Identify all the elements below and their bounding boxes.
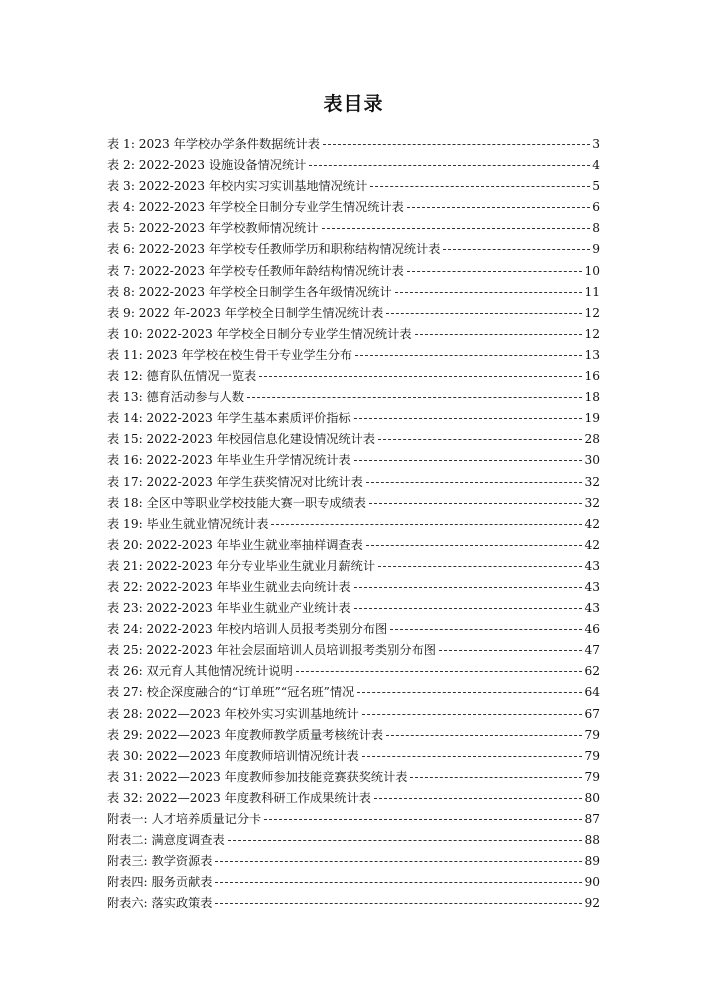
toc-entry-label: 表 9: 2022 年-2023 年学校全日制学生情况统计表 xyxy=(107,305,384,320)
toc-dot-leader xyxy=(443,248,590,250)
toc-entry-label: 附表四: 服务贡献表 xyxy=(107,875,213,890)
toc-dot-leader xyxy=(271,523,582,525)
toc-entry-label: 表 11: 2023 年学校在校生骨干专业学生分布 xyxy=(107,347,353,362)
toc-dot-leader xyxy=(215,881,582,883)
toc-entry-label: 表 31: 2022—2023 年度教师参加技能竞赛获奖统计表 xyxy=(107,769,408,784)
toc-entry[interactable] xyxy=(107,682,600,703)
toc-entry[interactable] xyxy=(107,767,600,788)
toc-entry-label: 表 16: 2022-2023 年毕业生升学情况统计表 xyxy=(107,453,351,468)
toc-entry-page: 87 xyxy=(584,812,600,826)
toc-entry[interactable] xyxy=(107,472,600,493)
toc-dot-leader xyxy=(323,143,590,145)
toc-dot-leader xyxy=(247,396,582,398)
toc-entry[interactable] xyxy=(107,872,600,893)
toc-entry[interactable] xyxy=(107,261,600,282)
toc-entry-page: 32 xyxy=(584,495,600,510)
toc-entry-page: 42 xyxy=(584,537,600,552)
toc-entry-label: 表 23: 2022-2023 年毕业生就业产业统计表 xyxy=(107,601,351,616)
toc-dot-leader xyxy=(296,670,583,672)
toc-entry-label: 表 10: 2022-2023 年学校全日制分专业学生情况统计表 xyxy=(107,326,412,341)
toc-dot-leader xyxy=(354,586,583,588)
toc-dot-leader xyxy=(369,502,583,504)
toc-entry-label: 表 19: 毕业生就业情况统计表 xyxy=(107,516,269,531)
toc-entry-label: 表 13: 德育活动参与人数 xyxy=(107,390,245,405)
toc-entry-label: 附表一: 人才培养质量记分卡 xyxy=(107,812,262,826)
toc-entry-label: 表 2: 2022-2023 设施设备情况统计 xyxy=(107,158,307,173)
toc-dot-leader xyxy=(354,607,583,609)
toc-dot-leader xyxy=(322,227,590,229)
toc-entry-page: 89 xyxy=(584,854,600,869)
toc-dot-leader xyxy=(378,438,582,440)
toc-entry[interactable] xyxy=(107,324,600,345)
toc-dot-leader xyxy=(264,818,582,820)
toc-entry-label: 附表三: 教学资源表 xyxy=(107,854,213,869)
toc-entry-page: 64 xyxy=(584,685,600,700)
toc-entry[interactable] xyxy=(107,345,600,366)
toc-entry[interactable] xyxy=(107,493,600,514)
toc-entry[interactable] xyxy=(107,809,600,830)
toc-entry[interactable] xyxy=(107,239,600,260)
toc-dot-leader xyxy=(354,417,583,419)
toc-dot-leader xyxy=(357,691,582,693)
toc-entry-page: 8 xyxy=(592,221,600,236)
toc-entry[interactable] xyxy=(107,429,600,450)
toc-dot-leader xyxy=(407,270,583,272)
page-title: 表目录 xyxy=(323,93,384,115)
toc-entry-page: 30 xyxy=(584,453,600,468)
toc-dot-leader xyxy=(410,776,582,778)
toc-entry[interactable] xyxy=(107,851,600,872)
toc-entry[interactable] xyxy=(107,408,600,429)
toc-entry-label: 表 20: 2022-2023 年毕业生就业率抽样调查表 xyxy=(107,537,363,552)
toc-entry[interactable] xyxy=(107,830,600,851)
toc-entry[interactable] xyxy=(107,282,600,303)
toc-entry[interactable] xyxy=(107,155,600,176)
toc-dot-leader xyxy=(259,375,582,377)
toc-dot-leader xyxy=(362,713,583,715)
toc-dot-leader xyxy=(215,860,582,862)
toc-entry-label: 表 15: 2022-2023 年校园信息化建设情况统计表 xyxy=(107,432,376,447)
toc-entry[interactable] xyxy=(107,134,600,155)
toc-entry[interactable] xyxy=(107,450,600,471)
toc-entry-label: 表 7: 2022-2023 年学校专任教师年龄结构情况统计表 xyxy=(107,263,404,278)
toc-entry[interactable] xyxy=(107,366,600,387)
toc-entry-page: 13 xyxy=(584,347,600,362)
toc-entry-page: 19 xyxy=(584,411,600,426)
toc-dot-leader xyxy=(374,797,583,799)
toc-entry-label: 表 24: 2022-2023 年校内培训人员报考类别分布图 xyxy=(107,622,388,637)
toc-entry-page: 18 xyxy=(584,390,600,405)
toc-entry-page: 11 xyxy=(584,284,600,299)
toc-entry[interactable] xyxy=(107,893,600,914)
toc-dot-leader xyxy=(370,185,590,187)
toc-dot-leader xyxy=(228,839,583,841)
toc-dot-leader xyxy=(309,164,590,166)
toc-entry[interactable] xyxy=(107,556,600,577)
toc-entry[interactable] xyxy=(107,176,600,197)
toc-dot-leader xyxy=(415,333,583,335)
toc-entry-page: 92 xyxy=(584,896,600,911)
toc-dot-leader xyxy=(439,649,583,651)
toc-entry-page: 47 xyxy=(584,643,600,658)
toc-entry-label: 表 4: 2022-2023 年学校全日制分专业学生情况统计表 xyxy=(107,200,404,215)
toc-entry-label: 表 26: 双元育人其他情况统计说明 xyxy=(107,664,293,679)
toc-entry-label: 表 12: 德育队伍情况一览表 xyxy=(107,369,257,384)
toc-entry-page: 43 xyxy=(584,601,600,616)
toc-entry-page: 12 xyxy=(584,326,600,341)
toc-entry-page: 9 xyxy=(592,242,600,257)
toc-entry-page: 28 xyxy=(584,432,600,447)
toc-entry[interactable] xyxy=(107,598,600,619)
toc-entry-label: 表 29: 2022—2023 年度教师教学质量考核统计表 xyxy=(107,727,384,742)
toc-entry-label: 表 18: 全区中等职业学校技能大赛一职专成绩表 xyxy=(107,495,366,510)
toc-entry-page: 5 xyxy=(592,179,600,194)
toc-entry-label: 表 5: 2022-2023 年学校教师情况统计 xyxy=(107,221,319,236)
toc-dot-leader xyxy=(386,734,582,736)
toc-entry[interactable] xyxy=(107,725,600,746)
toc-entry-page: 12 xyxy=(584,305,600,320)
toc-entry-label: 表 6: 2022-2023 年学校专任教师学历和职称结构情况统计表 xyxy=(107,242,441,257)
toc-entry-page: 88 xyxy=(584,833,600,848)
toc-entry-label: 表 3: 2022-2023 年校内实习实训基地情况统计 xyxy=(107,179,368,194)
toc-entry[interactable] xyxy=(107,704,600,725)
toc-entry[interactable] xyxy=(107,788,600,809)
toc-entry-label: 表 14: 2022-2023 年学生基本素质评价指标 xyxy=(107,411,351,426)
toc-entry-page: 79 xyxy=(584,727,600,742)
toc-entry[interactable] xyxy=(107,514,600,535)
toc-entry-page: 80 xyxy=(584,790,600,805)
toc-entry[interactable] xyxy=(107,197,600,218)
toc-entry-page: 67 xyxy=(584,706,600,721)
toc-entry-label: 表 32: 2022—2023 年度教科研工作成果统计表 xyxy=(107,790,371,805)
toc-entry[interactable] xyxy=(107,619,600,640)
toc-entry-label: 表 8: 2022-2023 年学校全日制学生各年级情况统计 xyxy=(107,284,392,299)
toc-dot-leader xyxy=(378,565,582,567)
toc-entry-label: 表 30: 2022—2023 年度教师培训情况统计表 xyxy=(107,748,359,763)
toc-entry-page: 10 xyxy=(584,263,600,278)
toc-dot-leader xyxy=(366,544,583,546)
toc-dot-leader xyxy=(362,755,583,757)
toc-entry-label: 附表二: 满意度调查表 xyxy=(107,833,225,848)
toc-entry[interactable] xyxy=(107,535,600,556)
toc-entry-page: 32 xyxy=(584,474,600,489)
toc-entry[interactable] xyxy=(107,640,600,661)
toc-entry-page: 3 xyxy=(592,137,600,151)
toc-dot-leader xyxy=(390,628,582,630)
toc-dot-leader xyxy=(354,459,583,461)
toc-entry-page: 79 xyxy=(584,769,600,784)
toc-entry[interactable] xyxy=(107,577,600,598)
toc-dot-leader xyxy=(355,354,582,356)
toc-entry-label: 表 25: 2022-2023 年社会层面培训人员培训报考类别分布图 xyxy=(107,643,436,658)
toc-dot-leader xyxy=(386,312,582,314)
toc-entry-page: 43 xyxy=(584,558,600,573)
toc-dot-leader xyxy=(366,481,583,483)
toc-dot-leader xyxy=(407,206,590,208)
toc-dot-leader xyxy=(395,291,583,293)
toc-entry[interactable] xyxy=(107,218,600,239)
toc-entry-label: 表 27: 校企深度融合的“订单班”“冠名班”情况 xyxy=(107,685,355,700)
toc-entry-label: 表 28: 2022—2023 年校外实习实训基地统计 xyxy=(107,706,359,721)
toc-entry-label: 表 1: 2023 年学校办学条件数据统计表 xyxy=(107,137,320,151)
toc-dot-leader xyxy=(215,902,582,904)
toc-entry[interactable] xyxy=(107,661,600,682)
toc-entry-page: 4 xyxy=(592,158,600,173)
toc-entry-page: 62 xyxy=(584,664,600,679)
toc-entry[interactable] xyxy=(107,303,600,324)
toc-entry-page: 6 xyxy=(592,200,600,215)
table-of-contents xyxy=(107,134,600,914)
toc-entry-page: 43 xyxy=(584,579,600,594)
toc-entry-label: 表 17: 2022-2023 年学生获奖情况对比统计表 xyxy=(107,474,363,489)
toc-entry-page: 16 xyxy=(584,369,600,384)
toc-entry-label: 表 22: 2022-2023 年毕业生就业去向统计表 xyxy=(107,579,351,594)
toc-entry-label: 表 21: 2022-2023 年分专业毕业生就业月薪统计 xyxy=(107,558,376,573)
toc-entry-page: 90 xyxy=(584,875,600,890)
toc-entry-label: 附表六: 落实政策表 xyxy=(107,896,213,911)
toc-entry-page: 42 xyxy=(584,516,600,531)
toc-entry-page: 46 xyxy=(584,622,600,637)
toc-entry[interactable] xyxy=(107,387,600,408)
toc-entry-page: 79 xyxy=(584,748,600,763)
toc-entry[interactable] xyxy=(107,746,600,767)
